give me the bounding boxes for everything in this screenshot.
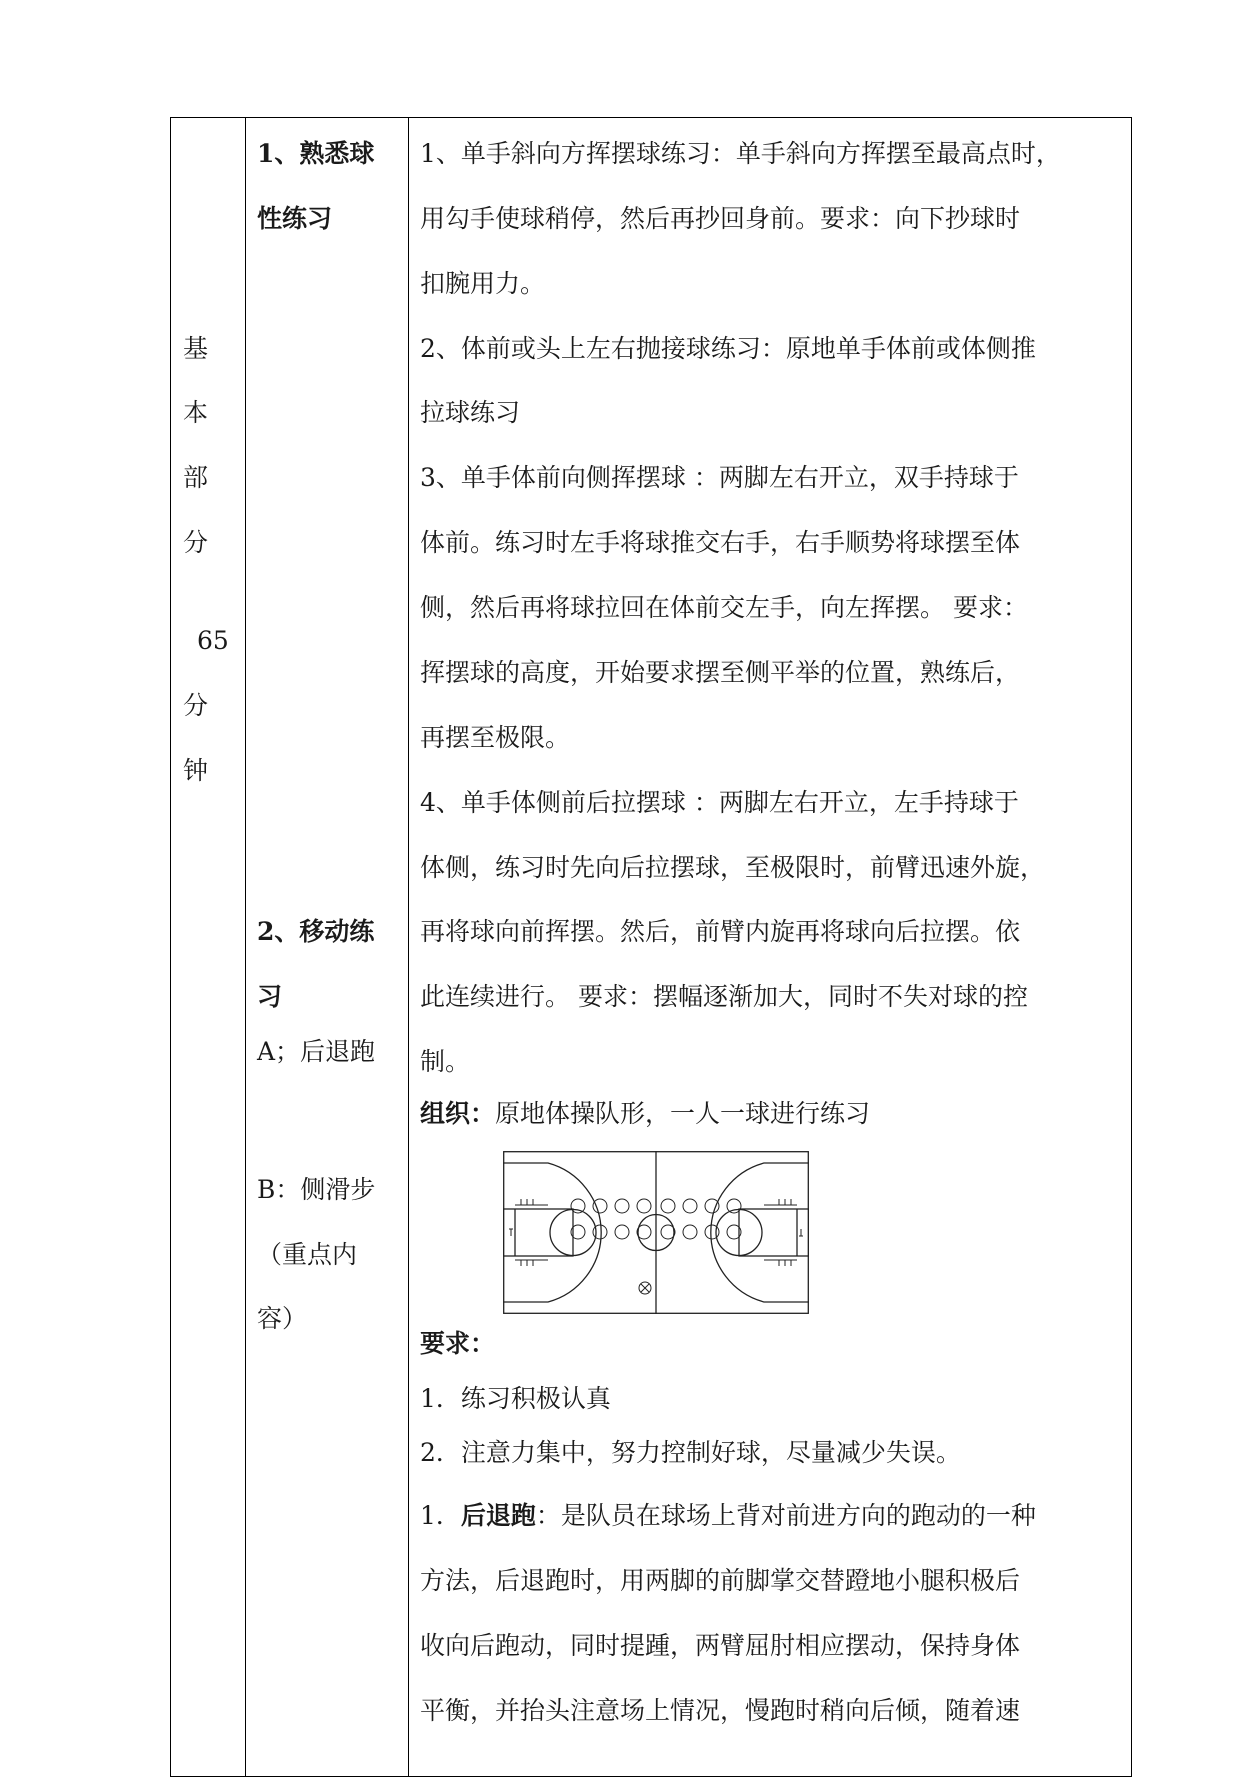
requirements-label: 要求：	[420, 1329, 496, 1358]
section-unit-char: 分	[183, 691, 209, 720]
organization-text: 原地体操队形，一人一球进行练习	[495, 1099, 871, 1128]
content-line: 制。	[420, 1047, 471, 1076]
back-run-line: 平衡，并抬头注意场上情况，慢跑时稍向后倾，随着速	[420, 1696, 1021, 1725]
content-line: 再将球向前挥摆。然后，前臂内旋再将球向后拉摆。依	[420, 917, 1021, 946]
content-line: 4、单手体侧前后拉摆球 ：两脚左右开立，左手持球于	[420, 788, 1019, 817]
content-line: 2、体前或头上左右抛接球练习：原地单手体前或体侧推	[420, 334, 1036, 363]
content-line: 体侧，练习时先向后拉摆球，至极限时，前臂迅速外旋，	[420, 853, 1046, 882]
content-line: 此连续进行。 要求：摆幅逐渐加大，同时不失对球的控	[420, 982, 1028, 1011]
section-char: 基	[183, 334, 209, 363]
content-line: 体前。练习时左手将球推交右手，右手顺势将球摆至体	[420, 528, 1021, 557]
back-run-text: ：是队员在球场上背对前进方向的跑动的一种	[535, 1501, 1036, 1530]
back-run-line: 收向后跑动，同时提踵，两臂屈肘相应摆动，保持身体	[420, 1631, 1021, 1660]
section-char: 本	[183, 398, 209, 427]
content-line: 再摆至极限。	[420, 723, 571, 752]
content-line: 3、单手体前向侧挥摆球 ：两脚左右开立，双手持球于	[420, 463, 1019, 492]
basketball-court-diagram	[503, 1151, 809, 1314]
topic-2-item-b-note-cont: 容）	[257, 1304, 308, 1333]
content-line: 扣腕用力。	[420, 269, 546, 298]
topic-2-title-cont: 习	[257, 982, 283, 1011]
organization-label: 组织：	[420, 1099, 496, 1128]
section-unit-char: 钟	[183, 756, 209, 785]
topic-2-item-b: B：侧滑步	[257, 1175, 376, 1204]
topic-2-title: 2、移动练	[257, 917, 375, 946]
section-char: 部	[183, 463, 209, 492]
content-line: 用勾手使球稍停，然后再抄回身前。要求：向下抄球时	[420, 204, 1021, 233]
section-char: 分	[183, 528, 209, 557]
content-line: 侧，然后再将球拉回在体前交左手，向左挥摆。 要求：	[420, 593, 1028, 622]
back-run-term: 后退跑	[460, 1501, 536, 1530]
topic-2-item-a: A；后退跑	[257, 1037, 376, 1066]
requirement-item: 2．注意力集中，努力控制好球，尽量减少失误。	[420, 1438, 961, 1467]
topic-1-title-cont: 性练习	[257, 204, 333, 233]
back-run-number: 1．	[420, 1501, 461, 1530]
content-line: 挥摆球的高度，开始要求摆至侧平举的位置，熟练后，	[420, 658, 1021, 687]
back-run-description	[420, 1483, 1036, 1548]
column-divider-1	[245, 118, 246, 1776]
topic-1-title: 1、熟悉球	[257, 139, 375, 168]
lesson-table	[170, 117, 1132, 1777]
organization-line	[420, 1081, 870, 1146]
column-divider-2	[408, 118, 409, 1776]
topic-2-item-b-note: （重点内	[257, 1240, 358, 1269]
section-minutes: 65	[197, 626, 229, 655]
content-line: 1、单手斜向方挥摆球练习：单手斜向方挥摆至最高点时，	[420, 139, 1061, 168]
back-run-line: 方法，后退跑时，用两脚的前脚掌交替蹬地小腿积极后	[420, 1566, 1021, 1595]
requirement-item: 1．练习积极认真	[420, 1384, 611, 1413]
content-line: 拉球练习	[420, 398, 521, 427]
